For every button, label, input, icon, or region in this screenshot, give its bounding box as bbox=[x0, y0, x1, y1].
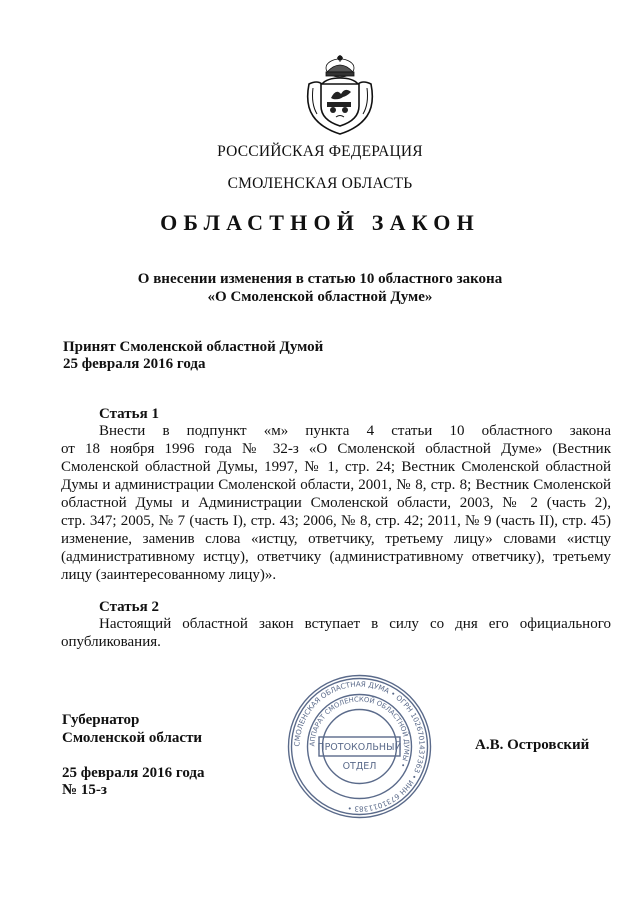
law-subject-line-2: «О Смоленской областной Думе» bbox=[207, 289, 433, 305]
article-2-line: опубликования. bbox=[61, 634, 161, 650]
law-subject-line-1: О внесении изменения в статью 10 областного закона bbox=[137, 271, 503, 287]
law-number: № 15-з bbox=[62, 782, 107, 798]
article-1-line: изменение, заменив слова «истцу, ответчику, третьему лицу» словами «истцу bbox=[61, 531, 611, 547]
law-date: 25 февраля 2016 года bbox=[62, 765, 205, 781]
country-heading: РОССИЙСКАЯ ФЕДЕРАЦИЯ bbox=[217, 143, 423, 160]
stamp-outer-text: СМОЛЕНСКАЯ ОБЛАСТНАЯ ДУМА • ОГРН 1026701437363 • ИНН 6731011383 • bbox=[292, 679, 427, 814]
stamp-center-line-2: ОТДЕЛ bbox=[342, 761, 377, 772]
article-1-line: (административному истцу), ответчику (административному ответчику), третьему bbox=[61, 549, 611, 565]
article-1-title: Статья 1 bbox=[99, 406, 159, 422]
signatory-name: А.В. Островский bbox=[475, 737, 590, 753]
article-2-line: Настоящий областной закон вступает в силу со дня его официального bbox=[99, 616, 611, 632]
article-2-title: Статья 2 bbox=[99, 599, 159, 615]
adopted-by: Принят Смоленской областной Думой bbox=[63, 339, 324, 355]
document-type-title: ОБЛАСТНОЙ ЗАКОН bbox=[160, 210, 480, 235]
region-heading: СМОЛЕНСКАЯ ОБЛАСТЬ bbox=[227, 175, 413, 192]
stamp-inner-text: АППАРАТ СМОЛЕНСКОЙ ОБЛАСТНОЙ ДУМЫ • bbox=[308, 695, 411, 769]
signatory-position-line-1: Губернатор bbox=[62, 712, 140, 728]
article-1-line: Думы и администрации Смоленской области, 2001, № 8, стр. 8; Вестник Смоленской bbox=[61, 477, 611, 493]
article-1-line: Смоленской областной Думы, 1997, № 1, стр. 24; Вестник Смоленской областной bbox=[61, 459, 611, 475]
official-stamp bbox=[286, 673, 433, 820]
signatory-position-line-2: Смоленской области bbox=[62, 730, 203, 746]
article-1-line: от 18 ноября 1996 года № 32-з «О Смоленской областной Думе» (Вестник bbox=[61, 441, 611, 457]
article-1-line: областной Думы и Администрации Смоленской области, 2003, № 2 (часть 2), bbox=[61, 495, 611, 511]
stamp-center-line-1: ПРОТОКОЛЬНЫЙ bbox=[317, 742, 402, 753]
article-1-line: лицу (заинтересованному лицу)». bbox=[61, 567, 277, 583]
adopted-date: 25 февраля 2016 года bbox=[63, 356, 206, 372]
coat-of-arms-emblem bbox=[303, 54, 377, 136]
article-1-line: стр. 347; 2005, № 7 (часть I), стр. 43; 2006, № 8, стр. 42; 2011, № 9 (часть II), стр. 45) bbox=[61, 513, 611, 529]
article-1-line: Внести в подпункт «м» пункта 4 статьи 10 областного закона bbox=[99, 423, 611, 439]
